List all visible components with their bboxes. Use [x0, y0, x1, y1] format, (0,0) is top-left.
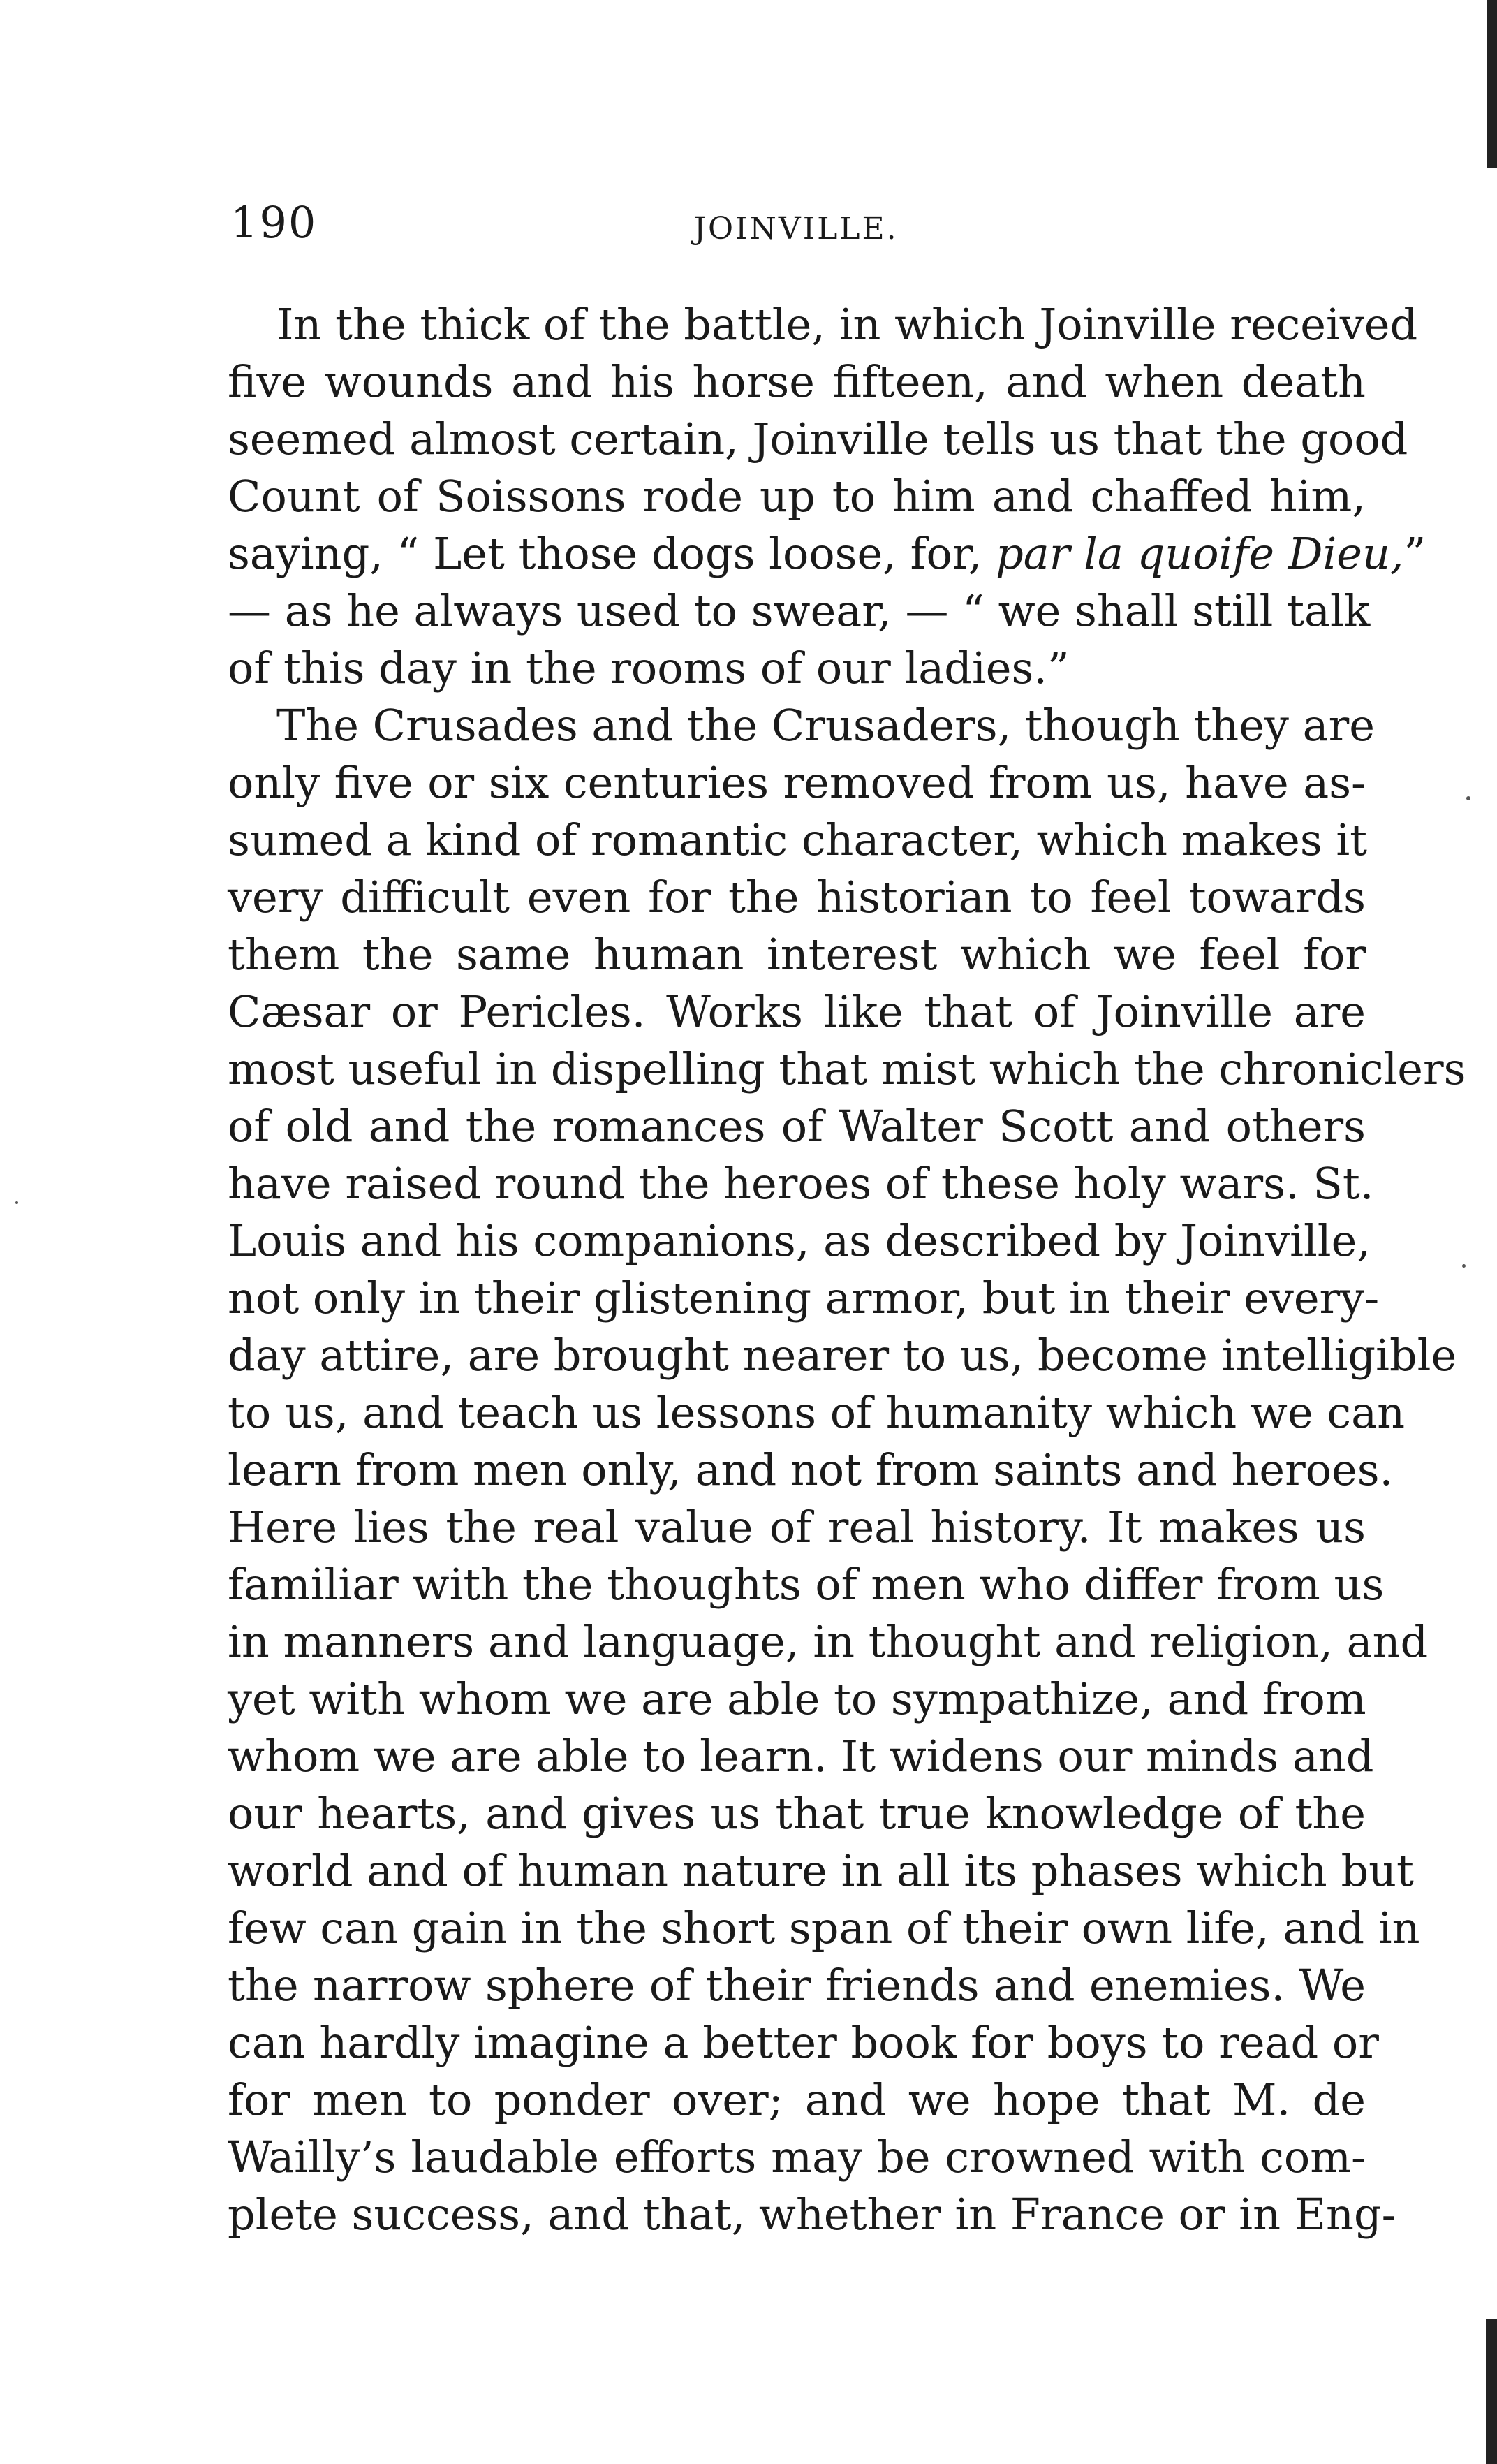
- text-run: saying, “ Let those dogs loose, for,: [228, 528, 996, 579]
- text-line: our hearts, and gives us that true knowledge of the: [228, 1788, 1366, 1839]
- text-line: of this day in the rooms of our ladies.”: [228, 643, 1070, 694]
- text-line: — as he always used to swear, — “ we shall still talk: [228, 585, 1371, 636]
- text-line: Count of Soissons rode up to him and chaffed him,: [228, 471, 1366, 522]
- running-head: JOINVILLE.: [693, 211, 899, 247]
- text-line: the narrow sphere of their friends and enemies. We: [228, 1960, 1366, 2011]
- text-line: sumed a kind of romantic character, which makes it: [228, 814, 1368, 865]
- text-line: Wailly’s laudable efforts may be crowned with com-: [228, 2132, 1366, 2183]
- text-line: can hardly imagine a better book for boys to read or: [228, 2017, 1379, 2068]
- scan-speck: [1462, 1264, 1466, 1268]
- italic-phrase: par la quoife Dieu,: [996, 528, 1404, 579]
- scan-speck: [15, 1201, 18, 1204]
- text-line: of old and the romances of Walter Scott and others: [228, 1101, 1366, 1152]
- text-line: day attire, are brought nearer to us, become intelligible: [228, 1330, 1457, 1381]
- page-number: 190: [230, 197, 318, 248]
- text-line: The Crusades and the Crusaders, though they are: [276, 700, 1375, 751]
- text-line: have raised round the heroes of these holy wars. St.: [228, 1158, 1374, 1209]
- scan-speck: [1466, 796, 1470, 800]
- text-line: [228, 525, 1426, 582]
- text-run: ”: [1403, 528, 1426, 579]
- text-line: Here lies the real value of real history. It makes us: [228, 1502, 1366, 1553]
- text-line: for men to ponder over; and we hope that M. de: [228, 2074, 1366, 2125]
- text-line: familiar with the thoughts of men who differ from us: [228, 1559, 1385, 1610]
- text-line: whom we are able to learn. It widens our minds and: [228, 1731, 1374, 1782]
- scan-edge-bottom-right: [1486, 2319, 1497, 2464]
- text-line: seemed almost certain, Joinville tells us that the good: [228, 413, 1408, 464]
- text-line: five wounds and his horse fifteen, and when death: [228, 356, 1366, 407]
- text-line: very difficult even for the historian to feel towards: [228, 872, 1366, 923]
- body-text: [228, 296, 1466, 2243]
- text-line: most useful in dispelling that mist which the chroniclers: [228, 1043, 1466, 1094]
- text-line: In the thick of the battle, in which Joinville received: [276, 299, 1418, 350]
- text-line: yet with whom we are able to sympathize, and from: [228, 1673, 1366, 1724]
- text-line: plete success, and that, whether in France or in Eng-: [228, 2189, 1396, 2240]
- text-line: Louis and his companions, as described by Joinville,: [228, 1215, 1371, 1266]
- text-line: Cæsar or Pericles. Works like that of Joinville are: [228, 986, 1366, 1037]
- text-line: not only in their glistening armor, but in their every-: [228, 1273, 1380, 1323]
- text-line: few can gain in the short span of their own life, and in: [228, 1902, 1420, 1953]
- text-line: only five or six centuries removed from us, have as-: [228, 757, 1366, 808]
- page-header: [230, 197, 1362, 260]
- text-line: world and of human nature in all its phases which but: [228, 1845, 1414, 1896]
- text-line: them the same human interest which we feel for: [228, 929, 1366, 980]
- text-line: in manners and language, in thought and religion, and: [228, 1616, 1429, 1667]
- text-line: to us, and teach us lessons of humanity which we can: [228, 1387, 1406, 1438]
- scan-edge-top-right: [1487, 0, 1497, 168]
- text-line: learn from men only, and not from saints and heroes.: [228, 1444, 1394, 1495]
